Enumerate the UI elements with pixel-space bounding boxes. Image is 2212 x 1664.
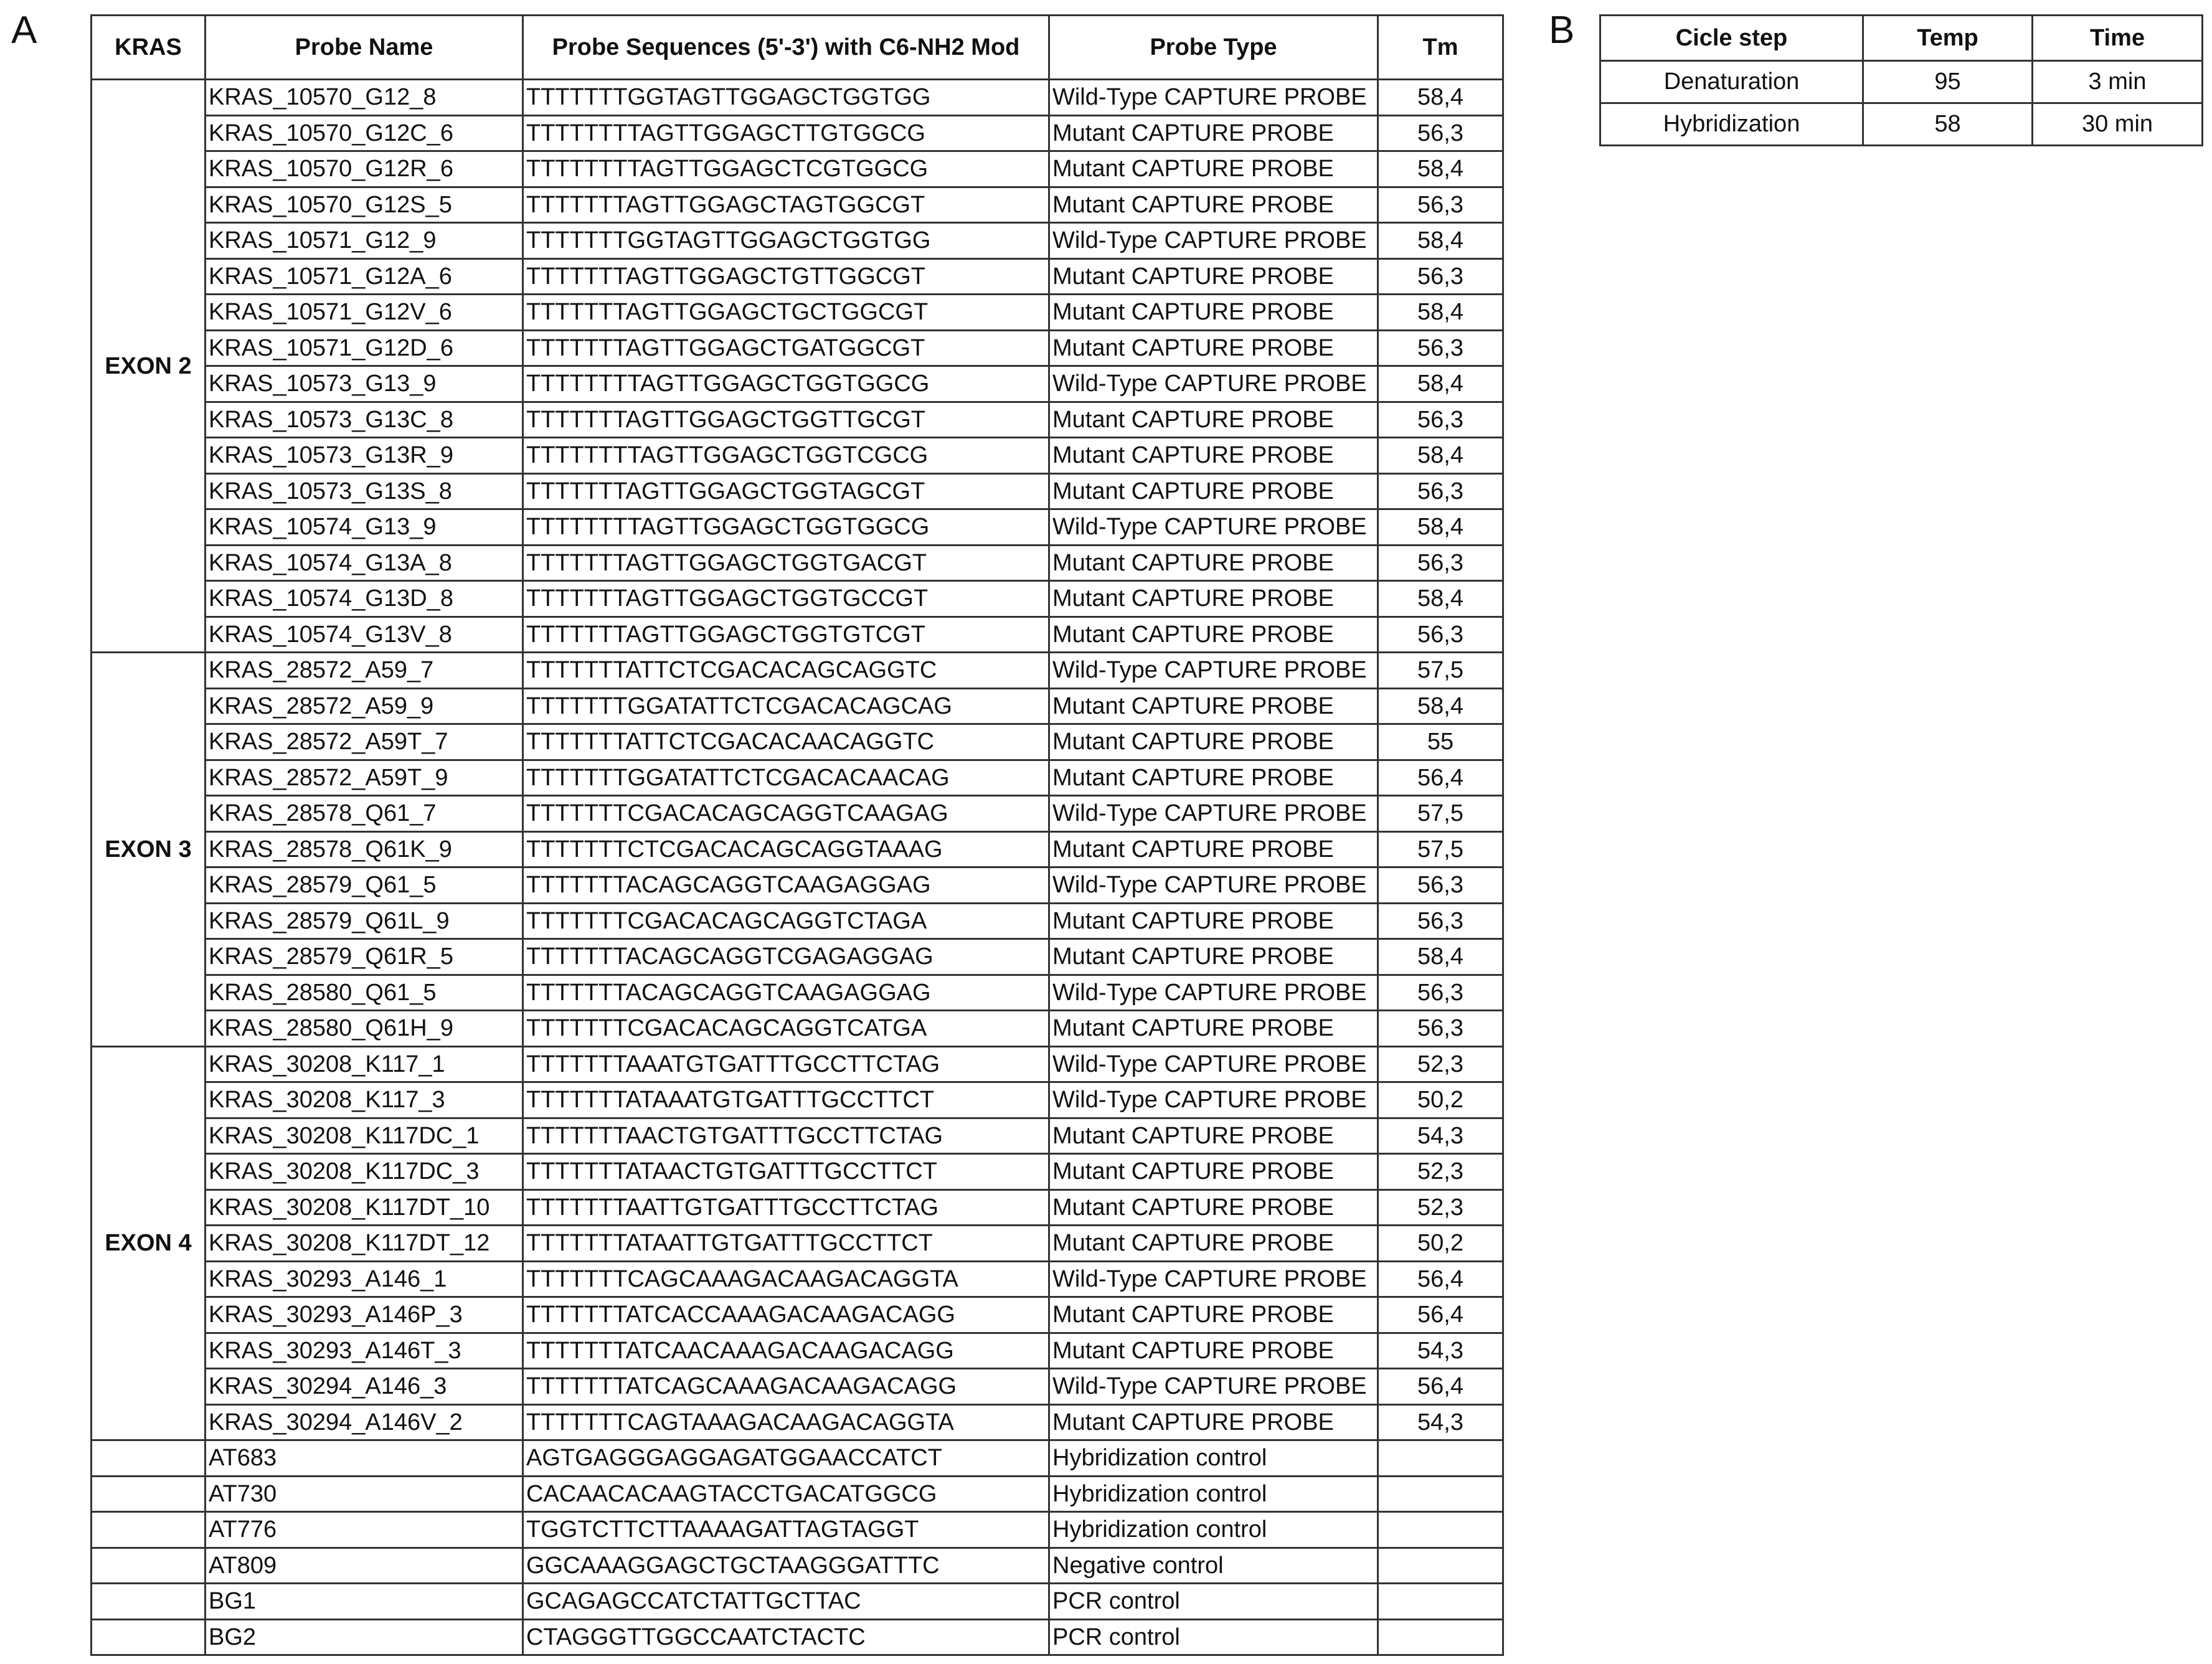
probe-name: KRAS_28578_Q61K_9 — [206, 831, 523, 867]
probe-tm: 56,3 — [1378, 187, 1503, 223]
probe-row — [92, 867, 1503, 904]
probe-name: KRAS_30294_A146_3 — [206, 1369, 523, 1405]
probe-name: BG2 — [206, 1619, 523, 1655]
probe-tm: 58,4 — [1378, 438, 1503, 474]
probe-row — [92, 1404, 1503, 1440]
probe-name: KRAS_28572_A59_9 — [206, 688, 523, 724]
control-group-cell — [92, 1440, 206, 1477]
probe-type: Mutant CAPTURE PROBE — [1049, 581, 1378, 617]
cycle-time: 3 min — [2033, 61, 2203, 103]
control-group-cell — [92, 1512, 206, 1548]
probe-type: Hybridization control — [1049, 1512, 1378, 1548]
probe-tm: 56,3 — [1378, 867, 1503, 904]
probe-sequence: TTTTTTTTAGTTGGAGCTTGTGGCG — [523, 115, 1049, 151]
probe-type: Mutant CAPTURE PROBE — [1049, 1297, 1378, 1333]
probe-sequence: TTTTTTTAGTTGGAGCTGATGGCGT — [523, 330, 1049, 366]
probe-name: KRAS_28579_Q61L_9 — [206, 903, 523, 939]
probe-tm: 56,4 — [1378, 760, 1503, 796]
cycle-table-header — [1600, 16, 2203, 61]
control-group-cell — [92, 1476, 206, 1512]
probe-sequence: TTTTTTTAGTTGGAGCTGTTGGCGT — [523, 258, 1049, 295]
probe-row — [92, 831, 1503, 867]
control-row — [92, 1619, 1503, 1655]
probe-sequence: CTAGGGTTGGCCAATCTACTC — [523, 1619, 1049, 1655]
control-row — [92, 1548, 1503, 1584]
probe-row — [92, 1154, 1503, 1190]
probe-sequence: TGGTCTTCTTAAAAGATTAGTAGGT — [523, 1512, 1049, 1548]
probe-name: KRAS_10570_G12C_6 — [206, 115, 523, 151]
probe-tm: 56,4 — [1378, 1261, 1503, 1297]
probe-name: KRAS_30293_A146P_3 — [206, 1297, 523, 1333]
probe-row — [92, 366, 1503, 402]
probe-name: KRAS_10571_G12V_6 — [206, 295, 523, 331]
probe-type: Mutant CAPTURE PROBE — [1049, 939, 1378, 975]
probe-name: KRAS_30208_K117DC_1 — [206, 1118, 523, 1154]
probe-tm: 56,3 — [1378, 903, 1503, 939]
probe-tm: 56,3 — [1378, 115, 1503, 151]
probe-name: AT730 — [206, 1476, 523, 1512]
header-probe-type: Probe Type — [1049, 16, 1378, 80]
probe-row — [92, 1189, 1503, 1226]
probe-type: Hybridization control — [1049, 1476, 1378, 1512]
probe-tm: 56,3 — [1378, 402, 1503, 438]
probe-tm — [1378, 1619, 1503, 1655]
probe-row — [92, 903, 1503, 939]
probe-sequence: TTTTTTTATAATTGTGATTTGCCTTCT — [523, 1226, 1049, 1262]
panel-a-label: A — [11, 9, 37, 52]
header-temp: Temp — [1863, 16, 2033, 61]
probe-table-header — [92, 16, 1503, 80]
probe-type: Wild-Type CAPTURE PROBE — [1049, 796, 1378, 832]
probe-sequence: TTTTTTTCAGTAAAGACAAGACAGGTA — [523, 1404, 1049, 1440]
probe-row — [92, 581, 1503, 617]
probe-row — [92, 939, 1503, 975]
probe-sequence: TTTTTTTATCAACAAAGACAAGACAGG — [523, 1333, 1049, 1369]
control-row — [92, 1512, 1503, 1548]
probe-sequence: TTTTTTTATCACCAAAGACAAGACAGG — [523, 1297, 1049, 1333]
probe-type: Mutant CAPTURE PROBE — [1049, 330, 1378, 366]
probe-tm: 56,3 — [1378, 473, 1503, 509]
probe-name: KRAS_28572_A59_7 — [206, 653, 523, 689]
probe-row — [92, 1046, 1503, 1082]
probe-name: KRAS_28580_Q61_5 — [206, 975, 523, 1011]
probe-tm: 58,4 — [1378, 581, 1503, 617]
probe-type: Wild-Type CAPTURE PROBE — [1049, 975, 1378, 1011]
probe-sequence: TTTTTTTAGTTGGAGCTGCTGGCGT — [523, 295, 1049, 331]
probe-type: Wild-Type CAPTURE PROBE — [1049, 80, 1378, 116]
probe-type: Mutant CAPTURE PROBE — [1049, 1226, 1378, 1262]
cycle-time: 30 min — [2033, 103, 2203, 146]
probe-sequence: TTTTTTTATTCTCGACACAGCAGGTC — [523, 653, 1049, 689]
probe-row — [92, 1333, 1503, 1369]
probe-type: Wild-Type CAPTURE PROBE — [1049, 1046, 1378, 1082]
probe-tm: 54,3 — [1378, 1118, 1503, 1154]
probe-tm — [1378, 1476, 1503, 1512]
probe-row — [92, 724, 1503, 760]
probe-tm: 58,4 — [1378, 295, 1503, 331]
probe-sequence: TTTTTTTAGTTGGAGCTGGTGTCGT — [523, 617, 1049, 653]
probe-type: Wild-Type CAPTURE PROBE — [1049, 653, 1378, 689]
probe-sequence: TTTTTTTAGTTGGAGCTAGTGGCGT — [523, 187, 1049, 223]
header-tm: Tm — [1378, 16, 1503, 80]
probe-sequence: GCAGAGCCATCTATTGCTTAC — [523, 1584, 1049, 1620]
probe-sequence: TTTTTTTCGACACAGCAGGTCAAGAG — [523, 796, 1049, 832]
probe-name: KRAS_30208_K117DT_12 — [206, 1226, 523, 1262]
probe-type: Wild-Type CAPTURE PROBE — [1049, 867, 1378, 904]
probe-tm: 57,5 — [1378, 796, 1503, 832]
probe-type: Mutant CAPTURE PROBE — [1049, 1118, 1378, 1154]
probe-name: KRAS_10573_G13R_9 — [206, 438, 523, 474]
control-group-cell — [92, 1584, 206, 1620]
probe-tm: 56,4 — [1378, 1369, 1503, 1405]
probe-row — [92, 438, 1503, 474]
probe-name: AT683 — [206, 1440, 523, 1477]
probe-type: Wild-Type CAPTURE PROBE — [1049, 1082, 1378, 1118]
probe-sequence: TTTTTTTATAACTGTGATTTGCCTTCT — [523, 1154, 1049, 1190]
probe-tm: 56,3 — [1378, 258, 1503, 295]
probe-sequence: TTTTTTTAACTGTGATTTGCCTTCTAG — [523, 1118, 1049, 1154]
probe-tm: 56,3 — [1378, 617, 1503, 653]
cycle-row — [1600, 61, 2203, 103]
probe-type: Negative control — [1049, 1548, 1378, 1584]
header-probe-name: Probe Name — [206, 16, 523, 80]
cycle-temp: 95 — [1863, 61, 2033, 103]
probe-tm: 58,4 — [1378, 366, 1503, 402]
probe-type: Mutant CAPTURE PROBE — [1049, 151, 1378, 187]
probe-tm: 56,3 — [1378, 1011, 1503, 1047]
probe-tm: 52,3 — [1378, 1154, 1503, 1190]
probe-type: Wild-Type CAPTURE PROBE — [1049, 366, 1378, 402]
probe-sequence: TTTTTTTCTCGACACAGCAGGTAAAG — [523, 831, 1049, 867]
probe-sequence: TTTTTTTATCAGCAAAGACAAGACAGG — [523, 1369, 1049, 1405]
probe-tm: 54,3 — [1378, 1404, 1503, 1440]
probe-sequence: AGTGAGGGAGGAGATGGAACCATCT — [523, 1440, 1049, 1477]
probe-type: Mutant CAPTURE PROBE — [1049, 438, 1378, 474]
probe-name: KRAS_30293_A146T_3 — [206, 1333, 523, 1369]
probe-type: Mutant CAPTURE PROBE — [1049, 1333, 1378, 1369]
probe-row — [92, 330, 1503, 366]
probe-tm: 54,3 — [1378, 1333, 1503, 1369]
probe-name: KRAS_30293_A146_1 — [206, 1261, 523, 1297]
probe-type: PCR control — [1049, 1619, 1378, 1655]
probe-type: Wild-Type CAPTURE PROBE — [1049, 223, 1378, 259]
probe-type: Mutant CAPTURE PROBE — [1049, 473, 1378, 509]
probe-name: KRAS_10573_G13_9 — [206, 366, 523, 402]
probe-type: Mutant CAPTURE PROBE — [1049, 1011, 1378, 1047]
probe-tm — [1378, 1548, 1503, 1584]
probe-tm: 52,3 — [1378, 1189, 1503, 1226]
probe-row — [92, 80, 1503, 116]
header-kras: KRAS — [92, 16, 206, 80]
probe-row — [92, 617, 1503, 653]
probe-type: Mutant CAPTURE PROBE — [1049, 1154, 1378, 1190]
control-row — [92, 1476, 1503, 1512]
probe-name: AT776 — [206, 1512, 523, 1548]
probe-name: KRAS_10574_G13D_8 — [206, 581, 523, 617]
probe-sequence: TTTTTTTCGACACAGCAGGTCATGA — [523, 1011, 1049, 1047]
probe-sequence: GGCAAAGGAGCTGCTAAGGGATTTC — [523, 1548, 1049, 1584]
probe-type: Mutant CAPTURE PROBE — [1049, 724, 1378, 760]
probe-type: Mutant CAPTURE PROBE — [1049, 402, 1378, 438]
probe-sequence: TTTTTTTGGATATTCTCGACACAGCAG — [523, 688, 1049, 724]
probe-tm: 56,4 — [1378, 1297, 1503, 1333]
probe-tm: 58,4 — [1378, 151, 1503, 187]
probe-type: Wild-Type CAPTURE PROBE — [1049, 1369, 1378, 1405]
probe-row — [92, 1297, 1503, 1333]
probe-name: KRAS_10570_G12_8 — [206, 80, 523, 116]
probe-name: KRAS_10571_G12D_6 — [206, 330, 523, 366]
probe-row — [92, 1261, 1503, 1297]
exon-label: EXON 2 — [92, 80, 206, 653]
probe-name: AT809 — [206, 1548, 523, 1584]
probe-table-body — [92, 80, 1503, 1655]
probe-tm: 57,5 — [1378, 831, 1503, 867]
probe-tm: 50,2 — [1378, 1226, 1503, 1262]
probe-sequence: TTTTTTTGGTAGTTGGAGCTGGTGG — [523, 223, 1049, 259]
probe-name: BG1 — [206, 1584, 523, 1620]
probe-name: KRAS_10571_G12_9 — [206, 223, 523, 259]
cycle-row — [1600, 103, 2203, 146]
probe-row — [92, 509, 1503, 546]
probe-name: KRAS_28572_A59T_7 — [206, 724, 523, 760]
cycle-step: Hybridization — [1600, 103, 1863, 146]
probe-type: Mutant CAPTURE PROBE — [1049, 617, 1378, 653]
probe-type: PCR control — [1049, 1584, 1378, 1620]
probe-type: Mutant CAPTURE PROBE — [1049, 115, 1378, 151]
probe-type: Hybridization control — [1049, 1440, 1378, 1477]
probe-name: KRAS_10573_G13S_8 — [206, 473, 523, 509]
probe-row — [92, 151, 1503, 187]
probe-row — [92, 115, 1503, 151]
probe-tm: 58,4 — [1378, 688, 1503, 724]
probe-sequence: TTTTTTTAGTTGGAGCTGGTTGCGT — [523, 402, 1049, 438]
probe-tm — [1378, 1440, 1503, 1477]
probe-sequence: TTTTTTTTAGTTGGAGCTGGTCGCG — [523, 438, 1049, 474]
probe-name: KRAS_10570_G12R_6 — [206, 151, 523, 187]
probe-tm: 58,4 — [1378, 223, 1503, 259]
probe-row — [92, 760, 1503, 796]
probe-tm: 58,4 — [1378, 939, 1503, 975]
probe-sequence: TTTTTTTAGTTGGAGCTGGTGACGT — [523, 545, 1049, 581]
probe-name: KRAS_28578_Q61_7 — [206, 796, 523, 832]
probe-sequence: TTTTTTTATAAATGTGATTTGCCTTCT — [523, 1082, 1049, 1118]
probe-type: Mutant CAPTURE PROBE — [1049, 1404, 1378, 1440]
probe-sequence: TTTTTTTACAGCAGGTCAAGAGGAG — [523, 975, 1049, 1011]
probe-row — [92, 223, 1503, 259]
probe-tm: 52,3 — [1378, 1046, 1503, 1082]
probe-name: KRAS_28579_Q61_5 — [206, 867, 523, 904]
probe-sequence: TTTTTTTACAGCAGGTCGAGAGGAG — [523, 939, 1049, 975]
probe-sequence: CACAACACAAGTACCTGACATGGCG — [523, 1476, 1049, 1512]
probe-sequence: TTTTTTTATTCTCGACACAACAGGTC — [523, 724, 1049, 760]
probe-tm: 56,3 — [1378, 975, 1503, 1011]
probe-type: Mutant CAPTURE PROBE — [1049, 258, 1378, 295]
probe-name: KRAS_10574_G13_9 — [206, 509, 523, 546]
exon-label: EXON 4 — [92, 1046, 206, 1440]
probe-name: KRAS_28580_Q61H_9 — [206, 1011, 523, 1047]
panel-b-label: B — [1549, 9, 1575, 52]
probe-sequence: TTTTTTTTAGTTGGAGCTGGTGGCG — [523, 366, 1049, 402]
control-group-cell — [92, 1619, 206, 1655]
probe-type: Mutant CAPTURE PROBE — [1049, 903, 1378, 939]
probe-sequence: TTTTTTTAGTTGGAGCTGGTGCCGT — [523, 581, 1049, 617]
probe-name: KRAS_30208_K117DT_10 — [206, 1189, 523, 1226]
probe-sequence: TTTTTTTAAATGTGATTTGCCTTCTAG — [523, 1046, 1049, 1082]
probe-row — [92, 1226, 1503, 1262]
probe-row — [92, 1082, 1503, 1118]
control-row — [92, 1440, 1503, 1477]
cycle-table — [1599, 14, 2203, 146]
control-row — [92, 1584, 1503, 1620]
probe-sequence: TTTTTTTTAGTTGGAGCTGGTGGCG — [523, 509, 1049, 546]
probe-tm: 56,3 — [1378, 330, 1503, 366]
probe-name: KRAS_30294_A146V_2 — [206, 1404, 523, 1440]
probe-tm: 58,4 — [1378, 509, 1503, 546]
exon-label: EXON 3 — [92, 653, 206, 1047]
probe-sequence: TTTTTTTAGTTGGAGCTGGTAGCGT — [523, 473, 1049, 509]
probe-type: Wild-Type CAPTURE PROBE — [1049, 1261, 1378, 1297]
probe-row — [92, 473, 1503, 509]
probe-sequence: TTTTTTTGGTAGTTGGAGCTGGTGG — [523, 80, 1049, 116]
probe-row — [92, 1369, 1503, 1405]
probe-sequence: TTTTTTTAATTGTGATTTGCCTTCTAG — [523, 1189, 1049, 1226]
probe-table — [90, 14, 1504, 1656]
probe-row — [92, 688, 1503, 724]
probe-tm: 58,4 — [1378, 80, 1503, 116]
probe-row — [92, 187, 1503, 223]
probe-type: Mutant CAPTURE PROBE — [1049, 545, 1378, 581]
probe-type: Mutant CAPTURE PROBE — [1049, 688, 1378, 724]
probe-tm — [1378, 1512, 1503, 1548]
probe-row — [92, 1011, 1503, 1047]
cycle-temp: 58 — [1863, 103, 2033, 146]
probe-sequence: TTTTTTTCAGCAAAGACAAGACAGGTA — [523, 1261, 1049, 1297]
probe-tm: 57,5 — [1378, 653, 1503, 689]
probe-name: KRAS_10573_G13C_8 — [206, 402, 523, 438]
probe-name: KRAS_30208_K117_1 — [206, 1046, 523, 1082]
probe-row — [92, 1118, 1503, 1154]
probe-tm: 55 — [1378, 724, 1503, 760]
probe-row — [92, 295, 1503, 331]
probe-name: KRAS_10574_G13A_8 — [206, 545, 523, 581]
probe-row — [92, 796, 1503, 832]
probe-name: KRAS_28579_Q61R_5 — [206, 939, 523, 975]
probe-sequence: TTTTTTTACAGCAGGTCAAGAGGAG — [523, 867, 1049, 904]
cycle-step: Denaturation — [1600, 61, 1863, 103]
probe-sequence: TTTTTTTCGACACAGCAGGTCTAGA — [523, 903, 1049, 939]
probe-row — [92, 258, 1503, 295]
probe-type: Mutant CAPTURE PROBE — [1049, 187, 1378, 223]
probe-tm: 50,2 — [1378, 1082, 1503, 1118]
probe-type: Mutant CAPTURE PROBE — [1049, 831, 1378, 867]
probe-name: KRAS_28572_A59T_9 — [206, 760, 523, 796]
control-group-cell — [92, 1548, 206, 1584]
header-time: Time — [2033, 16, 2203, 61]
probe-type: Mutant CAPTURE PROBE — [1049, 760, 1378, 796]
probe-name: KRAS_10571_G12A_6 — [206, 258, 523, 295]
probe-type: Mutant CAPTURE PROBE — [1049, 1189, 1378, 1226]
probe-row — [92, 975, 1503, 1011]
probe-type: Mutant CAPTURE PROBE — [1049, 295, 1378, 331]
probe-tm — [1378, 1584, 1503, 1620]
probe-row — [92, 653, 1503, 689]
header-probe-sequence: Probe Sequences (5'-3') with C6-NH2 Mod — [523, 16, 1049, 80]
header-cycle-step: Cicle step — [1600, 16, 1863, 61]
probe-name: KRAS_30208_K117DC_3 — [206, 1154, 523, 1190]
probe-row — [92, 402, 1503, 438]
probe-row — [92, 545, 1503, 581]
probe-name: KRAS_10574_G13V_8 — [206, 617, 523, 653]
probe-name: KRAS_10570_G12S_5 — [206, 187, 523, 223]
probe-sequence: TTTTTTTGGATATTCTCGACACAACAG — [523, 760, 1049, 796]
probe-tm: 56,3 — [1378, 545, 1503, 581]
probe-type: Wild-Type CAPTURE PROBE — [1049, 509, 1378, 546]
probe-name: KRAS_30208_K117_3 — [206, 1082, 523, 1118]
probe-sequence: TTTTTTTTAGTTGGAGCTCGTGGCG — [523, 151, 1049, 187]
